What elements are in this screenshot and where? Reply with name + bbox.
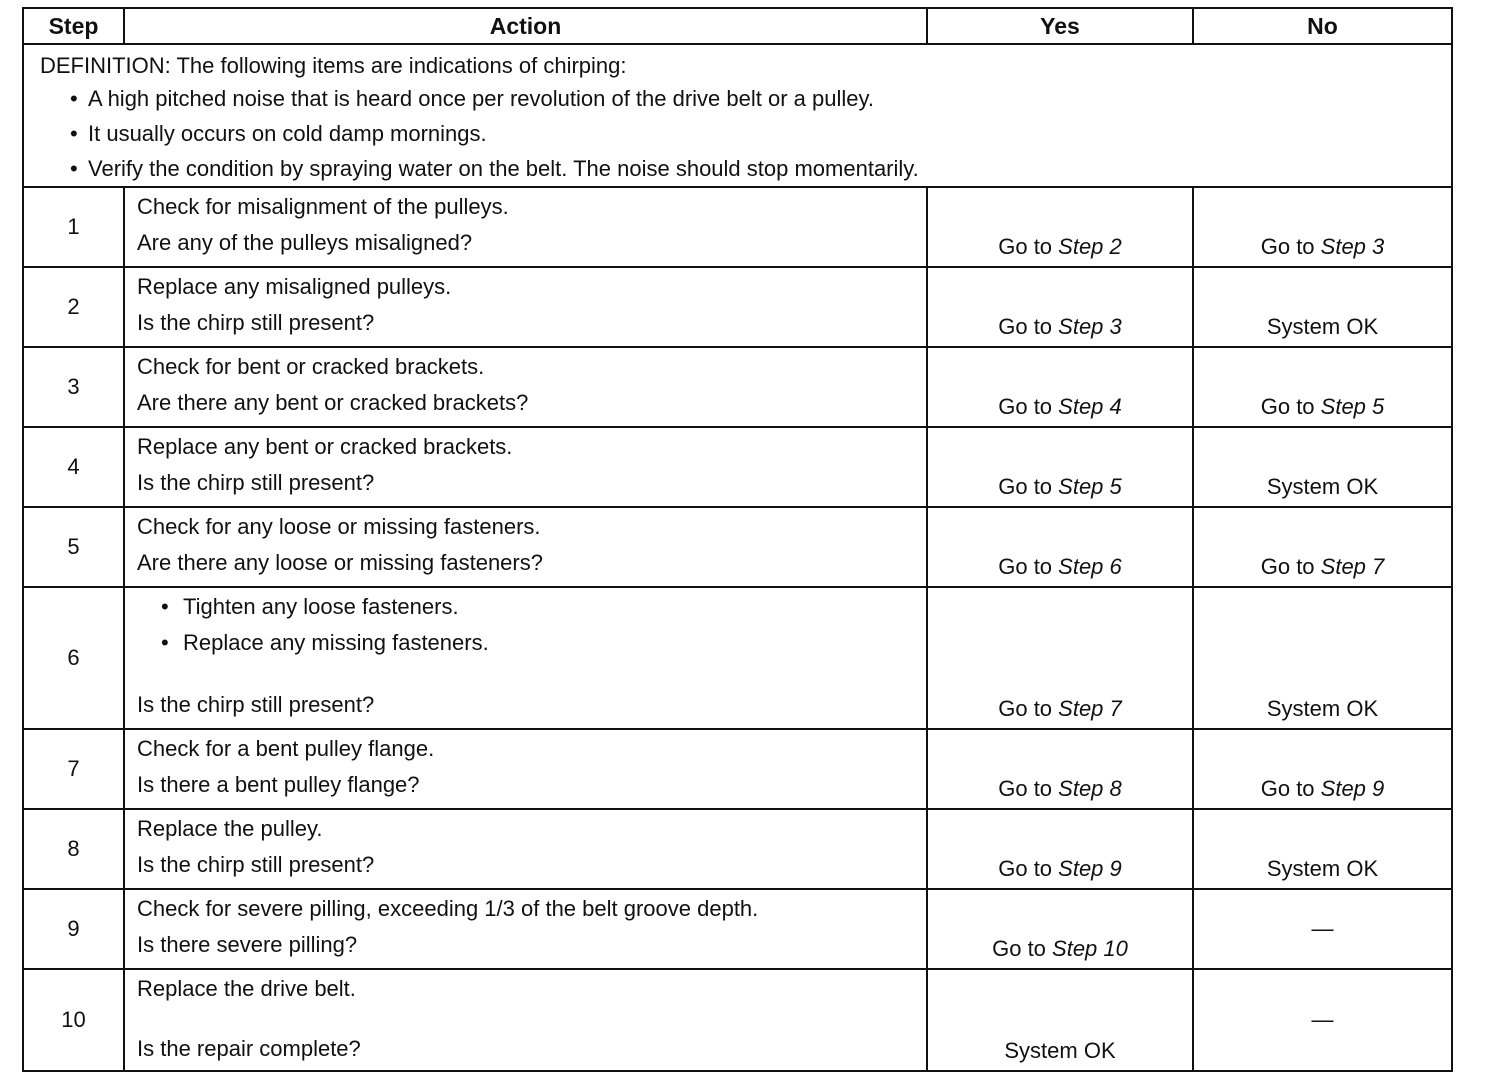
definition-bullets <box>40 81 1451 186</box>
definition-bullet: • It usually occurs on cold damp mornings. <box>70 116 1451 151</box>
action-cell <box>124 347 927 427</box>
no-cell: System OK <box>1193 267 1452 347</box>
header-step: Step <box>23 8 124 44</box>
table-row <box>23 187 1452 267</box>
go-to-prefix: Go to <box>998 394 1059 419</box>
action-bullet: • Replace any missing fasteners. <box>161 628 926 664</box>
yes-cell: System OK <box>927 969 1193 1071</box>
step-reference: Step 9 <box>1320 776 1385 801</box>
no-cell: — <box>1193 889 1452 969</box>
yes-cell <box>927 427 1193 507</box>
table-row <box>23 969 1452 1071</box>
definition-bullet: • A high pitched noise that is heard once per revolution of the drive belt or a pulley. <box>70 81 1451 116</box>
action-cell <box>124 889 927 969</box>
step-reference: Step 3 <box>1320 234 1385 259</box>
action-cell <box>124 587 927 729</box>
no-cell <box>1193 507 1452 587</box>
action-cell <box>124 267 927 347</box>
step-reference: Step 7 <box>1058 696 1122 721</box>
step-number: 8 <box>23 809 124 889</box>
action-question: Is the chirp still present? <box>137 470 375 495</box>
action-question: Are any of the pulleys misaligned? <box>137 230 473 255</box>
action-question: Is the repair complete? <box>137 1036 361 1061</box>
table-row <box>23 587 1452 729</box>
yes-cell <box>927 809 1193 889</box>
action-cell <box>124 427 927 507</box>
go-to-prefix: Go to <box>998 696 1059 721</box>
table-row <box>23 889 1452 969</box>
go-to-prefix: Go to <box>1260 234 1321 259</box>
action-instruction: Replace any bent or cracked brackets. <box>137 434 513 459</box>
step-number: 1 <box>23 187 124 267</box>
go-to-prefix: Go to <box>998 554 1059 579</box>
no-cell: — <box>1193 969 1452 1071</box>
definition-bullet: • Verify the condition by spraying water on the belt. The noise should stop momentarily. <box>70 151 1451 186</box>
action-instruction: Replace any misaligned pulleys. <box>137 274 452 299</box>
step-reference: Step 3 <box>1058 314 1122 339</box>
table-row <box>23 729 1452 809</box>
action-instruction: Replace the drive belt. <box>137 976 356 1001</box>
definition-row <box>23 44 1452 187</box>
yes-cell <box>927 507 1193 587</box>
table-row <box>23 427 1452 507</box>
diagnostic-table-page <box>22 7 1451 1072</box>
yes-cell <box>927 587 1193 729</box>
step-reference: Step 7 <box>1320 554 1385 579</box>
step-reference: Step 4 <box>1058 394 1122 419</box>
table-row <box>23 267 1452 347</box>
go-to-prefix: Go to <box>1260 776 1321 801</box>
yes-cell <box>927 267 1193 347</box>
go-to-prefix: Go to <box>998 776 1059 801</box>
table-row <box>23 347 1452 427</box>
step-number: 9 <box>23 889 124 969</box>
step-reference: Step 2 <box>1058 234 1122 259</box>
step-number: 2 <box>23 267 124 347</box>
no-cell: System OK <box>1193 587 1452 729</box>
step-number: 5 <box>23 507 124 587</box>
step-reference: Step 5 <box>1058 474 1122 499</box>
go-to-prefix: Go to <box>998 856 1059 881</box>
go-to-prefix: Go to <box>998 234 1059 259</box>
action-instruction: Check for bent or cracked brackets. <box>137 354 485 379</box>
action-question: Are there any loose or missing fasteners? <box>137 550 543 575</box>
header-yes: Yes <box>927 8 1193 44</box>
step-reference: Step 10 <box>1052 936 1128 961</box>
go-to-prefix: Go to <box>998 314 1059 339</box>
no-cell: System OK <box>1193 427 1452 507</box>
table-row <box>23 809 1452 889</box>
action-cell <box>124 507 927 587</box>
action-cell <box>124 809 927 889</box>
yes-cell <box>927 187 1193 267</box>
action-question: Are there any bent or cracked brackets? <box>137 390 529 415</box>
step-reference: Step 9 <box>1058 856 1122 881</box>
table-row <box>23 507 1452 587</box>
definition-text: DEFINITION: The following items are indications of chirping: <box>40 53 627 78</box>
action-question: Is the chirp still present? <box>137 852 375 877</box>
step-number: 3 <box>23 347 124 427</box>
no-cell <box>1193 347 1452 427</box>
go-to-prefix: Go to <box>998 474 1059 499</box>
action-bullets <box>137 592 926 664</box>
action-bullet: • Tighten any loose fasteners. <box>161 592 926 628</box>
no-cell <box>1193 187 1452 267</box>
go-to-prefix: Go to <box>1260 554 1321 579</box>
action-question: Is there a bent pulley flange? <box>137 772 420 797</box>
action-instruction: Replace the pulley. <box>137 816 323 841</box>
yes-cell <box>927 347 1193 427</box>
action-question: Is the chirp still present? <box>137 310 375 335</box>
action-question: Is there severe pilling? <box>137 932 358 957</box>
header-action: Action <box>124 8 927 44</box>
definition-cell <box>23 44 1452 187</box>
header-no: No <box>1193 8 1452 44</box>
yes-cell <box>927 729 1193 809</box>
action-cell <box>124 969 927 1071</box>
step-reference: Step 5 <box>1320 394 1385 419</box>
action-instruction: Check for misalignment of the pulleys. <box>137 194 509 219</box>
action-question: Is the chirp still present? <box>137 692 375 717</box>
go-to-prefix: Go to <box>992 936 1053 961</box>
action-instruction: Check for a bent pulley flange. <box>137 736 435 761</box>
step-number: 7 <box>23 729 124 809</box>
action-instruction: Check for any loose or missing fasteners. <box>137 514 541 539</box>
action-instruction: Check for severe pilling, exceeding 1/3 of the belt groove depth. <box>137 896 759 921</box>
action-cell <box>124 729 927 809</box>
no-cell <box>1193 729 1452 809</box>
step-number: 10 <box>23 969 124 1071</box>
step-reference: Step 8 <box>1058 776 1122 801</box>
action-cell <box>124 187 927 267</box>
step-number: 6 <box>23 587 124 729</box>
header-row <box>23 8 1452 44</box>
step-number: 4 <box>23 427 124 507</box>
go-to-prefix: Go to <box>1260 394 1321 419</box>
chirp-diagnostic-table <box>22 7 1453 1072</box>
no-cell: System OK <box>1193 809 1452 889</box>
yes-cell <box>927 889 1193 969</box>
step-reference: Step 6 <box>1058 554 1122 579</box>
